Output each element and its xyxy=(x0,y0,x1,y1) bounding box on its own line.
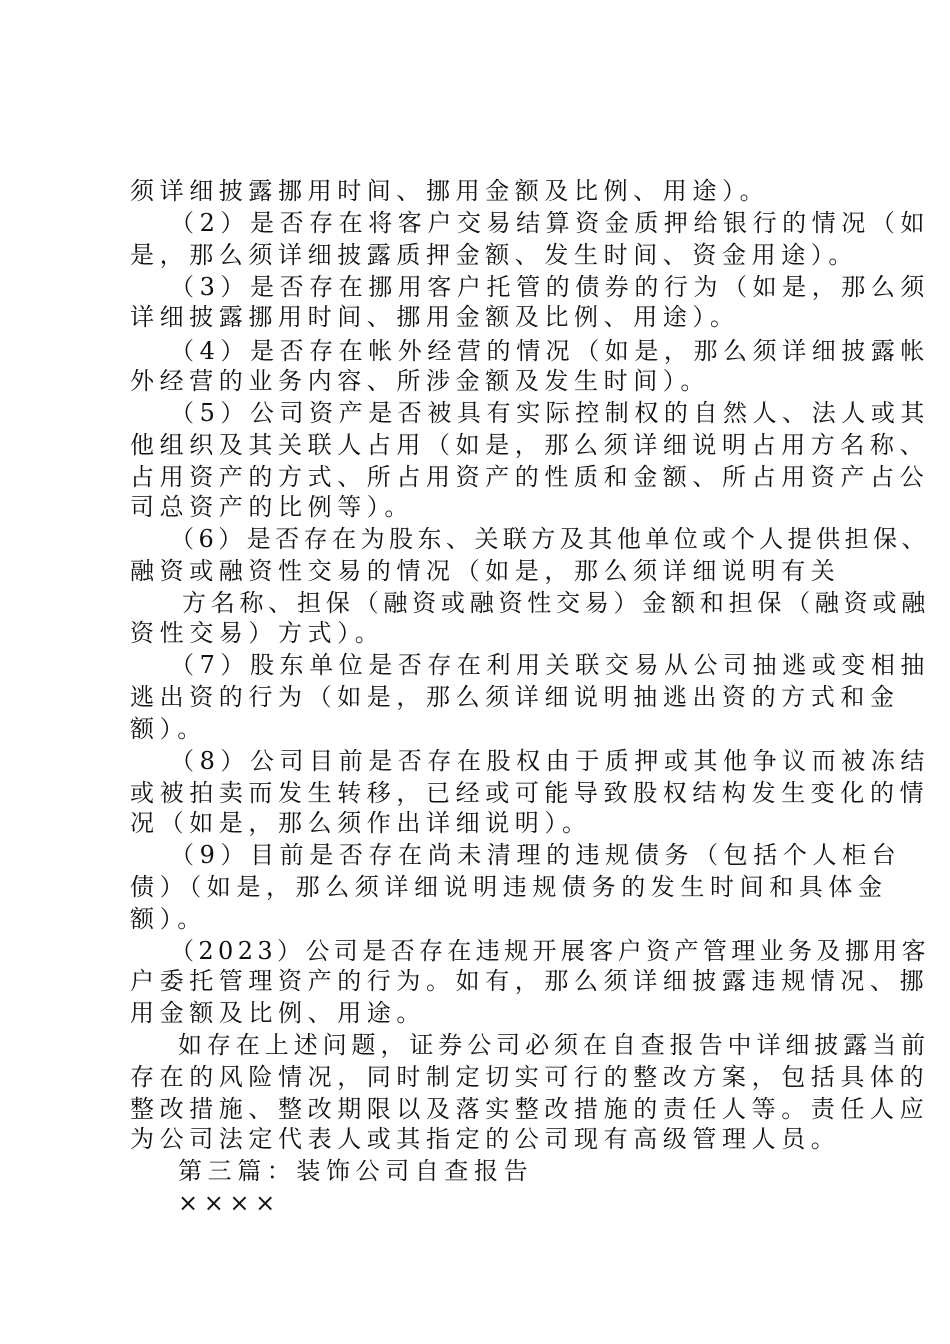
text-line: 或被拍卖而发生转移，已经或可能导致股权结构发生变化的情 xyxy=(130,779,930,807)
text-line: （6）是否存在为股东、关联方及其他单位或个人提供担保、 xyxy=(170,525,930,553)
text-line: （4）是否存在帐外经营的情况（如是，那么须详细披露帐 xyxy=(170,337,930,365)
text-line: 方名称、担保（融资或融资性交易）金额和担保（融资或融 xyxy=(182,589,930,617)
text-line: 户委托管理资产的行为。如有，那么须详细披露违规情况、挪 xyxy=(130,967,930,995)
text-line: 详细披露挪用时间、挪用金额及比例、用途）。 xyxy=(130,303,740,331)
text-line: 外经营的业务内容、所涉金额及发生时间）。 xyxy=(130,367,710,395)
text-line: 存在的风险情况，同时制定切实可行的整改方案，包括具体的 xyxy=(130,1063,930,1091)
text-line: （2）是否存在将客户交易结算资金质押给银行的情况（如 xyxy=(170,209,930,237)
text-line: （9）目前是否存在尚未清理的违规债务（包括个人柜台 xyxy=(170,841,902,869)
section-title: 第三篇：装饰公司自查报告 xyxy=(178,1157,534,1185)
text-line: 资性交易）方式）。 xyxy=(130,619,385,647)
text-line: 如存在上述问题，证券公司必须在自查报告中详细披露当前 xyxy=(178,1031,930,1059)
text-line: 用金额及比例、用途。 xyxy=(130,999,426,1027)
text-line: 额）。 xyxy=(130,905,207,933)
text-line: 额）。 xyxy=(130,715,207,743)
text-line: 为公司法定代表人或其指定的公司现有高级管理人员。 xyxy=(130,1125,841,1153)
text-line: （7）股东单位是否存在利用关联交易从公司抽逃或变相抽 xyxy=(170,651,930,679)
text-line: 整改措施、整改期限以及落实整改措施的责任人等。责任人应 xyxy=(130,1095,930,1123)
text-line: 债）（如是，那么须详细说明违规债务的发生时间和具体金 xyxy=(130,873,888,901)
text-line: （2023）公司是否存在违规开展客户资产管理业务及挪用客 xyxy=(170,937,930,965)
text-line: 逃出资的行为（如是，那么须详细说明抽逃出资的方式和金 xyxy=(130,683,900,711)
text-line: 是，那么须详细披露质押金额、发生时间、资金用途）。 xyxy=(130,241,858,269)
text-line: 占用资产的方式、所占用资产的性质和金额、所占用资产占公 xyxy=(130,463,930,491)
text-line: （8）公司目前是否存在股权由于质押或其他争议而被冻结 xyxy=(170,747,930,775)
text-line: 他组织及其关联人占用（如是，那么须详细说明占用方名称、 xyxy=(130,431,930,459)
text-line: ×××× xyxy=(178,1189,281,1217)
text-line: 融资或融资性交易的情况（如是，那么须详细说明有关 xyxy=(130,557,841,585)
text-line: （3）是否存在挪用客户托管的债券的行为（如是，那么须 xyxy=(170,273,930,301)
text-line: 况（如是，那么须作出详细说明）。 xyxy=(130,809,592,837)
text-line: （5）公司资产是否被具有实际控制权的自然人、法人或其 xyxy=(170,399,930,427)
text-line: 须详细披露挪用时间、挪用金额及比例、用途）。 xyxy=(130,177,770,205)
text-line: 司总资产的比例等）。 xyxy=(130,493,414,521)
